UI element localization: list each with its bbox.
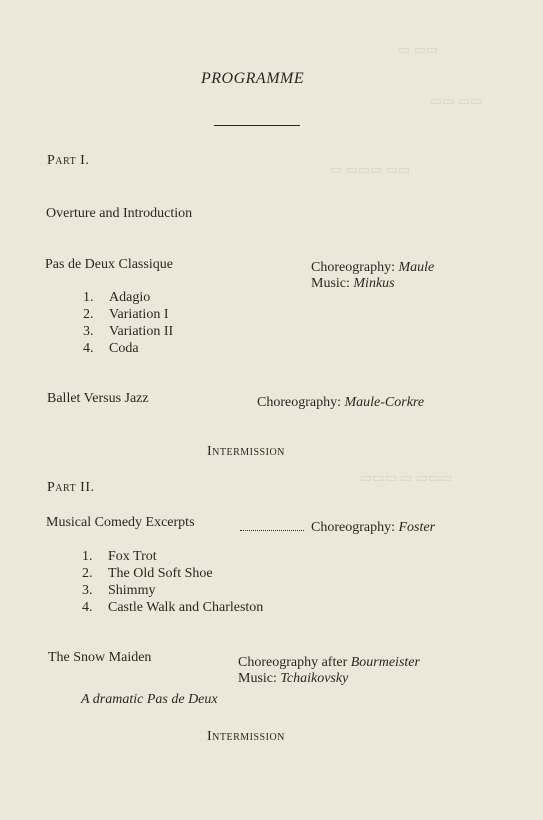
dotted-leader [240, 530, 304, 531]
list-item: 3. Shimmy [82, 583, 156, 598]
overture-item: Overture and Introduction [46, 206, 193, 221]
snow-maiden-subtitle: A dramatic Pas de Deux [81, 692, 218, 707]
list-item: 2. Variation I [83, 307, 169, 322]
choreographer-name: Bourmeister [350, 655, 420, 670]
musical-comedy-choreography [311, 520, 435, 536]
list-item: 2. The Old Soft Shoe [82, 566, 213, 581]
choreographer-name: Maule [398, 260, 435, 275]
bleed-through-mark: ▭▭▭ ▭ ▭▭▭ [360, 470, 453, 485]
music-label: Music: [238, 671, 277, 686]
list-item: 4. Castle Walk and Charleston [82, 600, 264, 615]
musical-comedy-title: Musical Comedy Excerpts [46, 515, 195, 530]
pas-de-deux-list [83, 289, 173, 357]
bleed-through-mark: ▭▭ ▭▭ [430, 93, 483, 108]
choreography-label: Choreography: [311, 520, 395, 535]
part-one-heading: Part I. [47, 153, 90, 168]
choreographer-name: Foster [398, 520, 436, 535]
programme-title: PROGRAMME [201, 70, 305, 87]
music-label: Music: [311, 276, 350, 291]
list-item: 1. Adagio [83, 290, 151, 305]
snow-maiden-choreography [238, 655, 420, 671]
choreographer-name: Maule-Corkre [344, 395, 425, 410]
part-two-heading: Part II. [47, 480, 95, 495]
snow-maiden-music [238, 671, 348, 687]
pas-de-deux-choreography [311, 260, 434, 276]
pas-de-deux-music [311, 276, 395, 292]
title-underline [214, 125, 300, 126]
list-item: 3. Variation II [83, 324, 174, 339]
choreography-label: Choreography after [238, 655, 348, 670]
bleed-through-mark: ▭ ▭▭ [398, 42, 439, 57]
ballet-jazz-title: Ballet Versus Jazz [47, 391, 149, 406]
pas-de-deux-title: Pas de Deux Classique [45, 257, 173, 272]
choreography-label: Choreography: [311, 260, 395, 275]
intermission-two: Intermission [207, 729, 285, 744]
list-item: 1. Fox Trot [82, 549, 157, 564]
musical-comedy-list [82, 548, 263, 616]
intermission-one: Intermission [207, 444, 285, 459]
bleed-through-mark: ▭ ▭▭▭ ▭▭ [330, 162, 411, 177]
snow-maiden-title: The Snow Maiden [48, 650, 152, 665]
ballet-jazz-choreography [257, 395, 424, 411]
choreography-label: Choreography: [257, 395, 341, 410]
list-item: 4. Coda [83, 341, 139, 356]
composer-name: Tchaikovsky [280, 671, 349, 686]
composer-name: Minkus [353, 276, 395, 291]
